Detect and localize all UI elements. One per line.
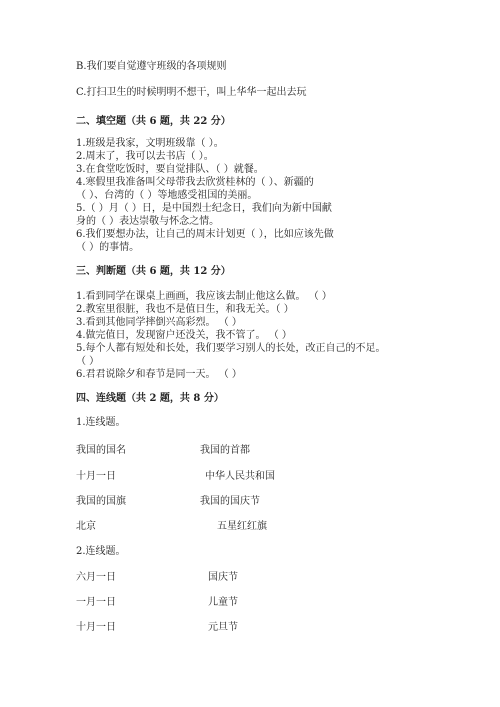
match-q2-right-2: 儿童节 (208, 597, 238, 608)
option-c: C.打扫卫生的时候明明不想干，叫上华华一起出去玩 (76, 87, 307, 98)
match-q2-left-1: 六月一日 (76, 572, 116, 583)
judge-line-6: （ ） (76, 356, 100, 367)
judge-line-4: 4.做完值日，发现窗户还没关，我不管了。 （ ） (76, 330, 292, 341)
match-q2-right-1: 国庆节 (208, 572, 238, 583)
fill-line-4: 4.寒假里我准备叫父母带我去欣赏桂林的（ ）、新疆的 (76, 177, 314, 188)
match-q2-right-3: 元旦节 (208, 622, 238, 633)
match-q1-label: 1.连线题。 (76, 417, 126, 428)
fill-line-1: 1.班级是我家，文明班级靠（ ）。 (76, 138, 224, 149)
fill-heading: 二、填空题（共 6 题，共 22 分） (76, 116, 231, 127)
fill-line-8: 6.我们要想办法，让自己的周末计划更（ ），比如应该先做 (76, 229, 334, 240)
fill-line-7: 身的（ ）表达崇敬与怀念之情。 (76, 216, 220, 227)
fill-line-3: 3.在食堂吃饭时，要自觉排队、（ ）就餐。 (76, 164, 264, 175)
option-b: B.我们要自觉遵守班级的各项规则 (76, 61, 227, 72)
match-q1-left-3: 我国的国旗 (76, 496, 126, 507)
fill-line-5: （ ）、台湾的（ ）等地感受祖国的美丽。 (76, 190, 258, 201)
match-q1-left-4: 北京 (76, 521, 96, 532)
fill-line-2: 2.周末了，我可以去书店（ ）。 (76, 151, 214, 162)
judge-heading: 三、判断题（共 6 题，共 12 分） (76, 266, 231, 277)
judge-line-3: 3.看到其他同学摔倒兴高彩烈。 （ ） (76, 317, 242, 328)
match-q2-left-2: 一月一日 (76, 597, 116, 608)
judge-line-5: 5.每个人都有短处和长处，我们要学习别人的长处，改正自己的不足。 (76, 343, 386, 354)
match-heading: 四、连线题（共 2 题，共 8 分） (76, 393, 224, 404)
fill-line-6: 5.（ ）月（ ）日，是中国烈士纪念日，我们向为新中国献 (76, 203, 332, 214)
match-q1-right-3: 我国的国庆节 (200, 496, 260, 507)
judge-line-1: 1.看到同学在课桌上画画，我应该去制止他这么做。 （ ） (76, 291, 332, 302)
match-q2-label: 2.连线题。 (76, 546, 126, 557)
match-q1-right-2: 中华人民共和国 (205, 471, 275, 482)
match-q1-left-2: 十月一日 (76, 471, 116, 482)
match-q2-left-3: 十月一日 (76, 622, 116, 633)
judge-line-7: 6.君君说除夕和春节是同一天。 （ ） (76, 369, 242, 380)
match-q1-right-4: 五星红红旗 (217, 521, 267, 532)
match-q1-right-1: 我国的首都 (200, 445, 250, 456)
fill-line-9: （ ）的事情。 (76, 242, 140, 253)
judge-line-2: 2.教室里很脏，我也不是值日生，和我无关。（ ） (76, 304, 294, 315)
match-q1-left-1: 我国的国名 (76, 445, 126, 456)
